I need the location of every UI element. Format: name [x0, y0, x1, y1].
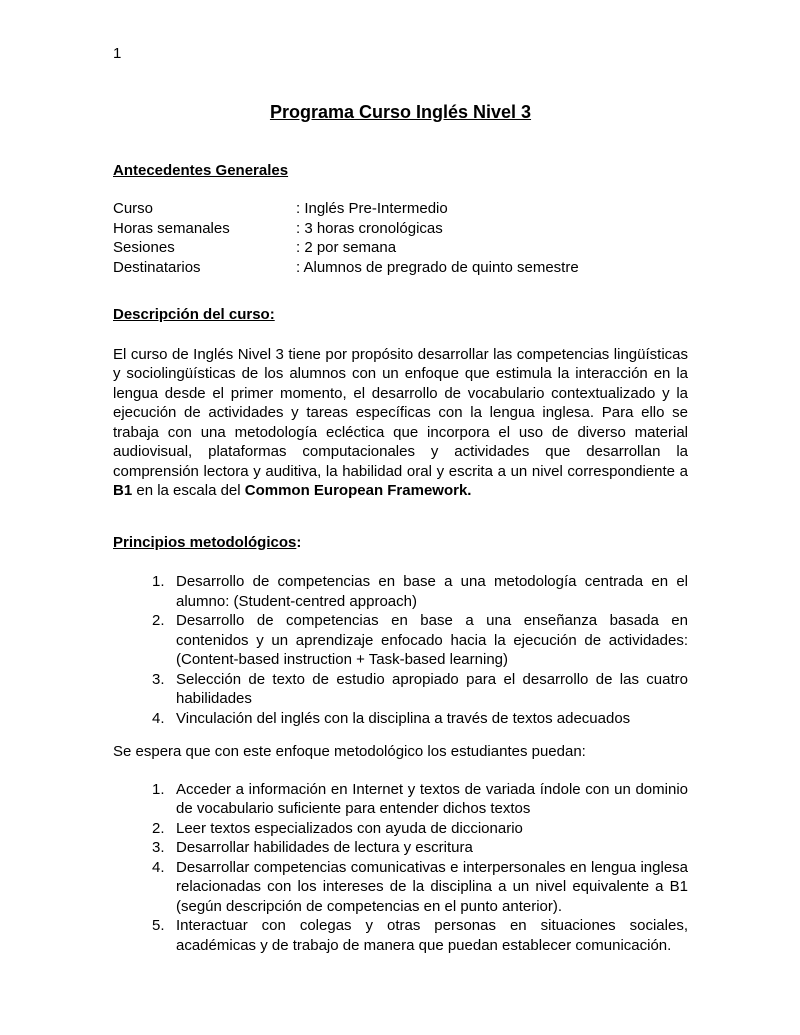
expectations-intro: Se espera que con este enfoque metodológico los estudiantes puedan:	[113, 743, 586, 761]
list-item-text: Leer textos especializados con ayuda de diccionario	[176, 819, 523, 837]
list-item-text: Desarrollo de competencias en base a una enseñanza basada en contenidos y un aprendizaje enfocado hacia la ejecución de actividades: (Content-based instruction + Task-based learning)	[176, 612, 688, 669]
list-item-number: 2.	[152, 612, 165, 630]
principios-list-item	[152, 611, 688, 670]
section-heading-principios-colon: :	[296, 533, 302, 551]
list-item-number: 5.	[152, 917, 165, 935]
section-heading-descripcion-text: Descripción del curso:	[113, 306, 275, 324]
info-label-sesiones: Sesiones	[113, 239, 175, 257]
list-item-text: Selección de texto de estudio apropiado para el desarrollo de las cuatro habilidades	[176, 670, 688, 708]
list-item-text: Interactuar con colegas y otras personas en situaciones sociales, académicas y de trabajo de manera que puedan establecer comunicación.	[176, 917, 688, 954]
principios-list	[113, 572, 688, 728]
description-level-bold: B1	[113, 482, 133, 500]
info-row-curso	[113, 199, 688, 219]
list-item-number: 4.	[152, 709, 165, 727]
expectations-list	[113, 780, 688, 956]
course-description-paragraph	[113, 345, 688, 501]
list-item-text: Desarrollar habilidades de lectura y escritura	[176, 839, 473, 857]
description-segment-2: en la escala del	[132, 482, 245, 500]
info-value-destinatarios: : Alumnos de pregrado de quinto semestre	[296, 258, 579, 276]
list-item-text: Desarrollo de competencias en base a una metodología centrada en el alumno: (Student-centred approach)	[176, 573, 688, 610]
principios-list-item	[152, 709, 688, 729]
page-number: 1	[113, 45, 122, 62]
document-title	[113, 101, 688, 124]
list-item-number: 4.	[152, 858, 165, 876]
info-value-curso: : Inglés Pre-Intermedio	[296, 200, 448, 218]
section-heading-antecedentes	[113, 161, 688, 181]
info-label-curso: Curso	[113, 200, 154, 218]
expectations-list-item	[152, 916, 688, 955]
info-row-destinatarios	[113, 258, 688, 278]
expectations-list-item	[152, 838, 688, 858]
list-item-number: 2.	[152, 819, 165, 837]
list-item-number: 3.	[152, 670, 165, 688]
info-row-horas-semanales	[113, 219, 688, 239]
section-heading-descripcion	[113, 305, 688, 325]
description-framework-bold: Common European Framework.	[244, 482, 472, 500]
info-row-sesiones	[113, 238, 688, 258]
section-heading-antecedentes-text: Antecedentes Generales	[113, 161, 289, 179]
list-item-number: 3.	[152, 839, 165, 857]
list-item-text: Vinculación del inglés con la disciplina a través de textos adecuados	[176, 709, 631, 727]
info-value-sesiones: : 2 por semana	[296, 239, 397, 257]
section-heading-principios	[113, 533, 688, 553]
expectations-list-item	[152, 780, 688, 819]
info-value-horas-semanales: : 3 horas cronológicas	[296, 219, 443, 237]
list-item-text: Desarrollar competencias comunicativas e interpersonales en lengua inglesa relacionadas con los intereses de la disciplina a un nivel equivalente a B1 (según descripción de competencias en el punto anterior).	[176, 858, 688, 915]
section-heading-principios-text: Principios metodológicos	[113, 533, 297, 551]
document-title-text: Programa Curso Inglés Nivel 3	[269, 101, 532, 122]
course-info-table	[113, 199, 688, 277]
list-item-number: 1.	[152, 780, 165, 798]
description-segment-1: El curso de Inglés Nivel 3 tiene por propósito desarrollar las competencias lingüísticas y sociolingüísticas de los alumnos con un enfoque que estimula la interacción en la lengua desde el primer momento, el desarrollo de vocabulario contextualizado y la ejecución de actividades y tareas específicas con la lengua inglesa. Para ello se trabaja con una metodología ecléctica que incorpora el uso de diverso material audiovisual, plataformas computacionales y actividades que desarrollan la comprensión lectora y auditiva, la habilidad oral y escrita a un nivel correspondiente a	[113, 345, 688, 480]
list-item-text: Acceder a información en Internet y textos de variada índole con un dominio de vocabulario suficiente para entender dichos textos	[176, 780, 688, 818]
info-label-destinatarios: Destinatarios	[113, 258, 201, 276]
info-label-horas-semanales: Horas semanales	[113, 219, 230, 237]
expectations-list-item	[152, 858, 688, 917]
principios-list-item	[152, 572, 688, 611]
expectations-list-item	[152, 819, 688, 839]
principios-list-item	[152, 670, 688, 709]
list-item-number: 1.	[152, 573, 165, 591]
